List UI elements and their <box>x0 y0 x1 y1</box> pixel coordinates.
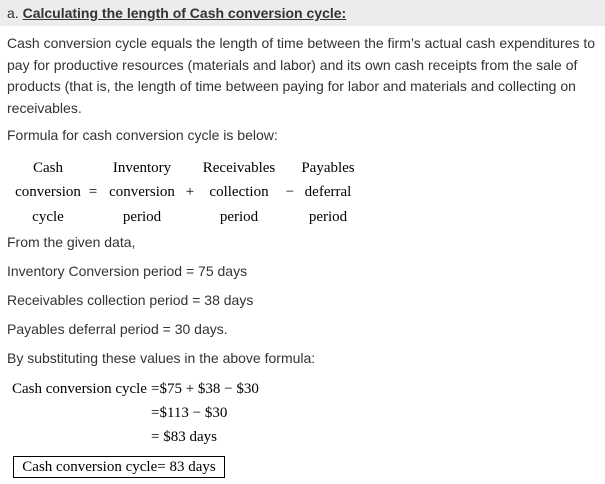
formula-operator <box>184 205 196 230</box>
formula-row <box>10 156 358 181</box>
formula-operator: − <box>285 184 295 201</box>
formula-cell: Receivables <box>202 159 276 176</box>
formula-table <box>10 156 358 230</box>
calculation-rhs: =$75 + $38 − $30 <box>151 380 259 397</box>
formula-cell: conversion <box>109 184 175 201</box>
formula-operator <box>86 156 100 181</box>
formula-operator <box>86 205 100 230</box>
formula-cell: conversion <box>15 184 81 201</box>
calculation-lhs: Cash conversion cycle <box>12 380 147 397</box>
heading-row <box>0 0 605 26</box>
formula-cell: Inventory <box>112 159 172 176</box>
formula-operator <box>184 156 196 181</box>
calculation-steps <box>12 377 259 449</box>
calculation-rhs: = $83 days <box>151 428 217 445</box>
calculation-row <box>12 425 259 449</box>
calculation-rhs: =$113 − $30 <box>151 404 228 421</box>
formula-cell: Cash <box>33 159 63 176</box>
given-item: Payables deferral period = 30 days. <box>7 321 228 337</box>
intro-paragraph: Cash conversion cycle equals the length of time between the firm’s actual cash expenditures to pay for productive resources (materials and labor) and its own cash receipts from the sale of products (that is, the length of time between paying for labor and materials and collecting on receivables. <box>7 35 596 116</box>
formula-cell: deferral <box>304 184 352 201</box>
formula-cell: period <box>219 208 259 225</box>
formula-row <box>10 205 358 230</box>
formula-intro: Formula for cash conversion cycle is below: <box>7 127 278 143</box>
formula-operator <box>282 205 298 230</box>
calculation-lhs <box>12 401 151 425</box>
heading-prefix: a. <box>7 5 19 21</box>
section-heading <box>7 5 346 21</box>
result-box: Cash conversion cycle= 83 days <box>13 456 225 478</box>
given-intro: From the given data, <box>7 234 136 250</box>
given-item: Receivables collection period = 38 days <box>7 292 254 308</box>
formula-cell: period <box>308 208 348 225</box>
formula-operator: + <box>185 184 195 201</box>
calculation-lhs <box>12 425 151 449</box>
given-item: Inventory Conversion period = 75 days <box>7 263 248 279</box>
formula-cell: period <box>122 208 162 225</box>
heading-title: Calculating the length of Cash conversion cycle: <box>22 5 347 21</box>
formula-cell: cycle <box>32 208 64 225</box>
formula-operator: = <box>88 184 98 201</box>
calculation-row <box>12 377 259 401</box>
formula-cell: Payables <box>301 159 355 176</box>
formula-operator <box>282 156 298 181</box>
substitute-intro: By substituting these values in the above formula: <box>7 350 316 366</box>
formula-row <box>10 181 358 206</box>
calculation-row <box>12 401 259 425</box>
formula-cell: collection <box>209 184 269 201</box>
